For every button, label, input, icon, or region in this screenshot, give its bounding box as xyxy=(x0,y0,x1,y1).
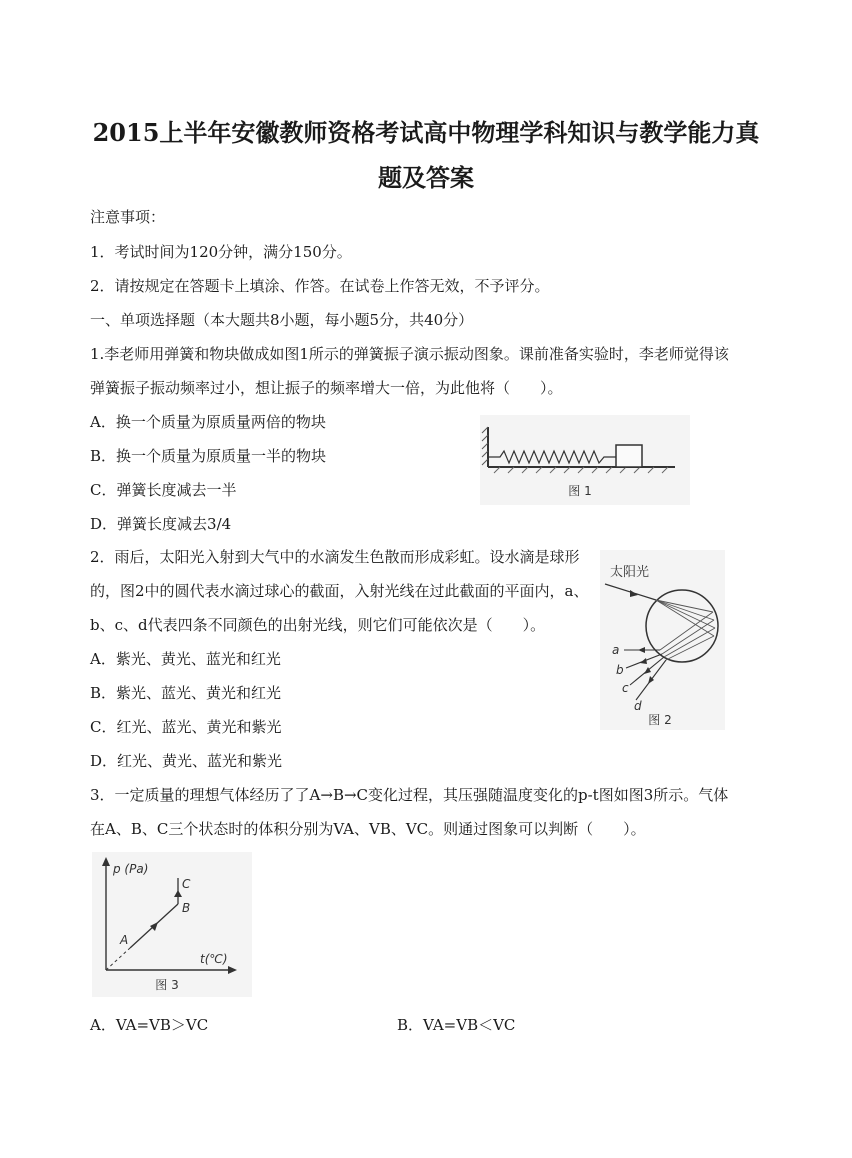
q1-option-c: C．弹簧长度减去一半 xyxy=(90,481,237,499)
q2-option-a: A．紫光、黄光、蓝光和红光 xyxy=(90,650,281,668)
figure-2-sun-label: 太阳光 xyxy=(610,565,650,580)
document-title-line-1: 2015上半年安徽教师资格考试高中物理学科知识与教学能力真 xyxy=(92,118,760,147)
q2-stem-line-2: 的，图2中的圆代表水滴过球心的截面，入射光线在过此截面的平面内，a、 xyxy=(90,582,589,600)
notice-heading: 注意事项： xyxy=(90,208,166,226)
figure-3-point-b-label: B xyxy=(182,901,191,915)
ray-label-c: c xyxy=(622,681,629,695)
q2-option-b: B．紫光、蓝光、黄光和红光 xyxy=(90,684,282,702)
notice-item-2: 2．请按规定在答题卡上填涂、作答。在试卷上作答无效，不予评分。 xyxy=(90,277,550,295)
q1-stem-line-1: 1.李老师用弹簧和物块做成如图1所示的弹簧振子演示振动图象。课前准备实验时，李老师觉得该 xyxy=(90,345,729,363)
figure-3-y-axis-label: p (Pa) xyxy=(113,862,149,876)
q3-option-b: B．VA=VB＜VC xyxy=(397,1016,516,1034)
q2-option-c: C．红光、蓝光、黄光和紫光 xyxy=(90,718,282,736)
q3-stem-line-2: 在A、B、C三个状态时的体积分别为VA、VB、VC。则通过图象可以判断（ ）。 xyxy=(90,820,646,838)
q1-option-a: A．换一个质量为原质量两倍的物块 xyxy=(90,413,326,431)
q2-stem-line-3: b、c、d代表四条不同颜色的出射光线，则它们可能依次是（ ）。 xyxy=(90,616,546,634)
document-title-line-2: 题及答案 xyxy=(378,163,474,192)
ray-label-a: a xyxy=(612,643,620,657)
q1-option-b: B．换一个质量为原质量一半的物块 xyxy=(90,447,327,465)
figure-3-x-axis-label: t(℃) xyxy=(200,952,228,966)
ray-label-b: b xyxy=(616,663,624,677)
figure-3-point-c-label: C xyxy=(182,877,191,891)
figure-2-raindrop-dispersion xyxy=(600,550,725,730)
section-heading: 一、单项选择题（本大题共8小题，每小题5分，共40分） xyxy=(90,311,474,329)
figure-3-caption: 图 3 xyxy=(155,978,179,992)
figure-1-caption: 图 1 xyxy=(568,484,592,498)
q3-stem-line-1: 3．一定质量的理想气体经历了了A→B→C变化过程，其压强随温度变化的p-t图如图3所示。气体 xyxy=(90,786,729,804)
ray-label-d: d xyxy=(634,699,642,713)
figure-3-point-a-label: A xyxy=(120,933,129,947)
q2-option-d: D．红光、黄光、蓝光和紫光 xyxy=(90,752,283,770)
q1-stem-line-2: 弹簧振子振动频率过小，想让振子的频率增大一倍，为此他将（ ）。 xyxy=(90,379,563,397)
notice-item-1: 1．考试时间为120分钟，满分150分。 xyxy=(90,243,352,261)
q3-option-a: A．VA=VB＞VC xyxy=(90,1016,209,1034)
q1-option-d: D．弹簧长度减去3/4 xyxy=(90,515,232,533)
figure-3-pressure-temperature-graph xyxy=(92,852,252,997)
q2-stem-line-1: 2．雨后，太阳光入射到大气中的水滴发生色散而形成彩虹。设水滴是球形 xyxy=(90,548,580,566)
figure-1-spring-oscillator xyxy=(480,415,690,505)
figure-2-caption: 图 2 xyxy=(648,713,672,727)
